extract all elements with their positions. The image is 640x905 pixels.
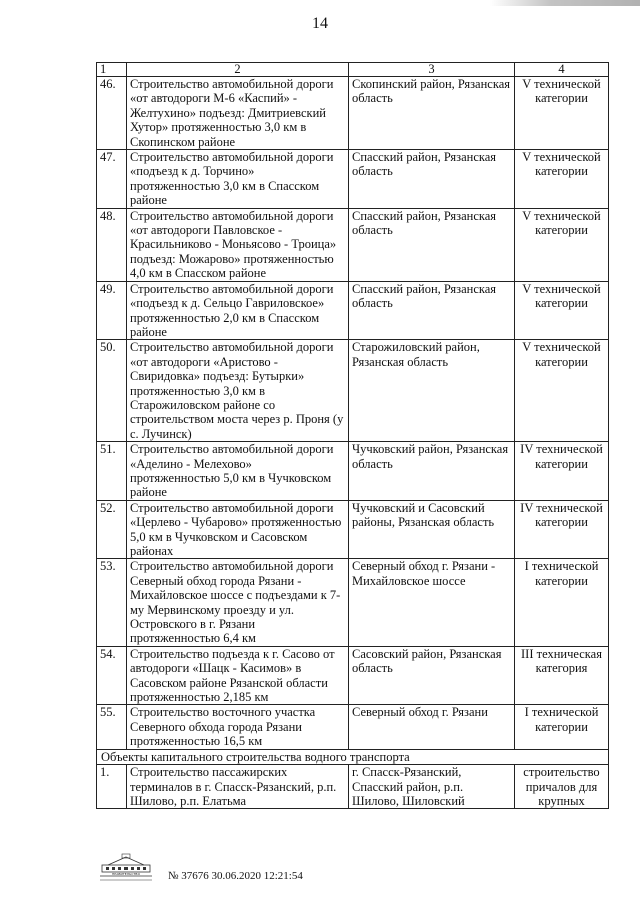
table-row bbox=[97, 646, 609, 705]
section-title: Объекты капитального строительства водного транспорта bbox=[97, 749, 609, 764]
page-number: 14 bbox=[312, 15, 328, 32]
row-number: 48. bbox=[97, 208, 127, 281]
table-row bbox=[97, 77, 609, 150]
project-location: г. Спасск-Рязанский, Спасский район, р.п. Шилово, Шиловский bbox=[349, 765, 515, 809]
document-registration-code: № 37676 30.06.2020 12:21:54 bbox=[168, 870, 303, 882]
table-row bbox=[97, 500, 609, 559]
project-location: Спасский район, Рязанская область bbox=[349, 281, 515, 340]
section-row bbox=[97, 749, 609, 764]
project-category: V технической категории bbox=[515, 281, 609, 340]
table-row bbox=[97, 208, 609, 281]
project-category: строительство причалов для крупных bbox=[515, 765, 609, 809]
project-category: V технической категории bbox=[515, 77, 609, 150]
table-row bbox=[97, 150, 609, 209]
project-name: Строительство автомобильной дороги «от автодороги «Аристово - Свиридовка» подъезд: Бутырки» протяженностью 3,0 км в Старожиловском районе со строительством моста через р. Проня (у с. Лучинск) bbox=[127, 340, 349, 442]
project-name: Строительство пассажирских терминалов в г. Спасск-Рязанский, р.п. Шилово, р.п. Елатьма bbox=[127, 765, 349, 809]
project-name: Строительство автомобильной дороги «от автодороги Павловское - Красильниково - Моньясово - Троица» подъезд: Можарово» протяженностью 4,0 км в Спасском районе bbox=[127, 208, 349, 281]
project-name: Строительство автомобильной дороги «Аделино - Мелехово» протяженностью 5,0 км в Чучковском районе bbox=[127, 442, 349, 501]
project-name: Строительство автомобильной дороги Северный обход города Рязани - Михайловское шоссе с подъездами к 7-му Мервинскому проезду и ул. Островского в г. Рязани протяженностью 6,4 км bbox=[127, 559, 349, 646]
project-name: Строительство автомобильной дороги «подъезд к д. Сельцо Гавриловское» протяженностью 2,0 км в Спасском районе bbox=[127, 281, 349, 340]
row-number: 51. bbox=[97, 442, 127, 501]
project-location: Сасовский район, Рязанская область bbox=[349, 646, 515, 705]
row-number: 50. bbox=[97, 340, 127, 442]
project-category: V технической категории bbox=[515, 340, 609, 442]
project-name: Строительство автомобильной дороги «Церлево - Чубарово» протяженностью 5,0 км в Чучковском и Сасовском районах bbox=[127, 500, 349, 559]
table-row bbox=[97, 559, 609, 646]
header-col-4: 4 bbox=[515, 63, 609, 77]
row-number: 46. bbox=[97, 77, 127, 150]
project-name: Строительство автомобильной дороги «от автодороги М-6 «Каспий» - Желтухино» подъезд: Дмитриевский Хутор» протяженностью 3,0 км в Скопинском районе bbox=[127, 77, 349, 150]
project-category: IV технической категории bbox=[515, 442, 609, 501]
government-emblem-icon bbox=[98, 852, 154, 884]
row-number: 1. bbox=[97, 765, 127, 809]
row-number: 55. bbox=[97, 705, 127, 749]
stamp-label: ПРАВИТЕЛЬСТВО bbox=[111, 872, 141, 876]
scan-artifact bbox=[490, 0, 640, 6]
table-row bbox=[97, 765, 609, 809]
project-location: Чучковский район, Рязанская область bbox=[349, 442, 515, 501]
project-category: V технической категории bbox=[515, 208, 609, 281]
project-category: I технической категории bbox=[515, 705, 609, 749]
project-name: Строительство подъезда к г. Сасово от автодороги «Шацк - Касимов» в Сасовском районе Рязанской области протяженностью 2,185 км bbox=[127, 646, 349, 705]
project-location: Спасский район, Рязанская область bbox=[349, 150, 515, 209]
project-category: IV технической категории bbox=[515, 500, 609, 559]
project-location: Старожиловский район, Рязанская область bbox=[349, 340, 515, 442]
project-location: Скопинский район, Рязанская область bbox=[349, 77, 515, 150]
project-category: V технической категории bbox=[515, 150, 609, 209]
project-location: Северный обход г. Рязани - Михайловское шоссе bbox=[349, 559, 515, 646]
project-category: I технической категории bbox=[515, 559, 609, 646]
footer bbox=[98, 852, 398, 892]
project-category: III техническая категория bbox=[515, 646, 609, 705]
project-location: Спасский район, Рязанская область bbox=[349, 208, 515, 281]
table-row bbox=[97, 281, 609, 340]
project-name: Строительство восточного участка Северного обхода города Рязани протяженностью 16,5 км bbox=[127, 705, 349, 749]
project-location: Чучковский и Сасовский районы, Рязанская область bbox=[349, 500, 515, 559]
table-row bbox=[97, 705, 609, 749]
projects-table bbox=[96, 62, 609, 809]
header-col-3: 3 bbox=[349, 63, 515, 77]
row-number: 49. bbox=[97, 281, 127, 340]
row-number: 52. bbox=[97, 500, 127, 559]
header-col-2: 2 bbox=[127, 63, 349, 77]
row-number: 54. bbox=[97, 646, 127, 705]
project-location: Северный обход г. Рязани bbox=[349, 705, 515, 749]
header-col-1: 1 bbox=[97, 63, 127, 77]
table-row bbox=[97, 340, 609, 442]
table-row bbox=[97, 442, 609, 501]
row-number: 47. bbox=[97, 150, 127, 209]
table-header-row bbox=[97, 63, 609, 77]
row-number: 53. bbox=[97, 559, 127, 646]
project-name: Строительство автомобильной дороги «подъезд к д. Торчино» протяженностью 3,0 км в Спасском районе bbox=[127, 150, 349, 209]
